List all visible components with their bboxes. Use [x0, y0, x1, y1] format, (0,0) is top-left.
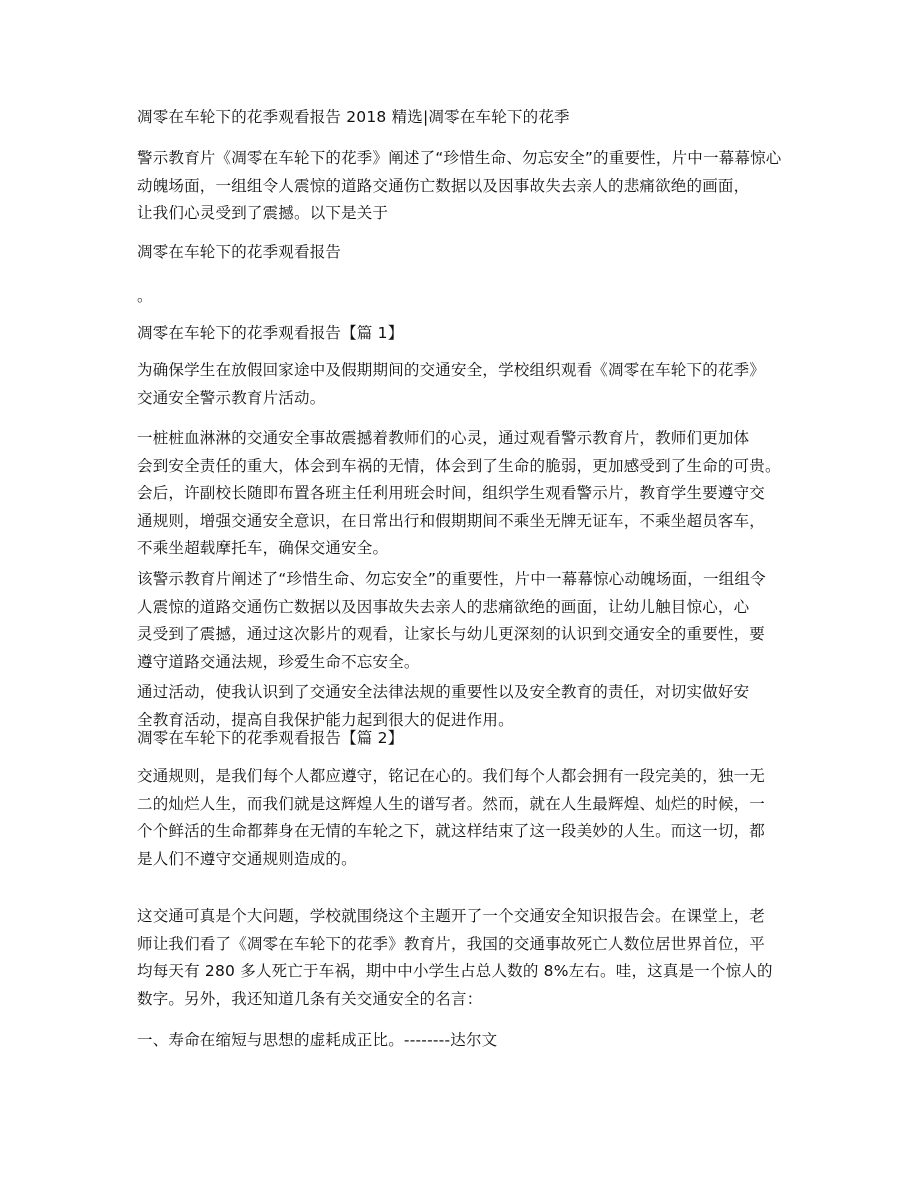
line: 动魄场面，一组组令人震惊的道路交通伤亡数据以及因事故失去亲人的悲痛欲绝的画面，	[137, 176, 750, 195]
line: 这交通可真是个大问题，学校就围绕这个主题开了一个交通安全知识报告会。在课堂上，老	[137, 907, 766, 925]
line: 一、寿命在缩短与思想的虚耗成正比。--------达尔文	[137, 1031, 498, 1049]
line: 不乘坐超载摩托车，确保交通安全。	[137, 539, 389, 557]
line: 二的灿烂人生，而我们就是这辉煌人生的谱写者。然而，就在人生最辉煌、灿烂的时候，一	[137, 794, 766, 813]
line: 师让我们看了《凋零在车轮下的花季》教育片，我国的交通事故死亡人数位居世界首位，平	[137, 934, 766, 953]
section-1-heading	[137, 320, 403, 348]
intro-heading	[137, 239, 341, 267]
line: 一桩桩血淋淋的交通安全事故震撼着教师们的心灵，通过观看警示教育片，教师们更加体	[137, 429, 750, 447]
document-title	[137, 104, 570, 132]
line: 凋零在车轮下的花季观看报告	[137, 243, 342, 261]
line: 人震惊的道路交通伤亡数据以及因事故失去亲人的悲痛欲绝的画面，让幼儿触目惊心，心	[137, 597, 750, 616]
intro-end	[137, 283, 153, 311]
line: 该警示教育片阐述了“珍惜生命、勿忘安全”的重要性，片中一幕幕惊心动魄场面，一组组令	[137, 570, 766, 588]
section-1-paragraph-1	[137, 357, 765, 412]
line: 均每天有 280 多人死亡于车祸，期中中小学生占总人数的 8%左右。哇，这真是一个惊人的	[137, 962, 773, 980]
line: 交通安全警示教育片活动。	[137, 388, 326, 407]
line: 全教育活动，提高自我保护能力起到很大的促进作用。	[137, 710, 514, 729]
title-text: 凋零在车轮下的花季观看报告 2018 精选|凋零在车轮下的花季	[137, 108, 570, 126]
line: 交通规则，是我们每个人都应遵守，铭记在心的。我们每个人都会拥有一段完美的，独一无	[137, 767, 766, 785]
line: 灵受到了震撼，通过这次影片的观看，让家长与幼儿更深刻的认识到交通安全的重要性，要	[137, 625, 766, 643]
line: 数字。另外，我还知道几条有关交通安全的名言：	[137, 989, 483, 1008]
intro-paragraph	[137, 145, 781, 228]
section-2-heading	[137, 725, 403, 753]
line: 凋零在车轮下的花季观看报告【篇 2】	[137, 729, 404, 747]
section-1-paragraph-2	[137, 425, 781, 563]
line: 通过活动，使我认识到了交通安全法律法规的重要性以及安全教育的责任，对切实做好安	[137, 683, 750, 701]
line: 。	[137, 287, 153, 305]
line: 个个鲜活的生命都葬身在无情的车轮之下，就这样结束了这一段美妙的人生。而这一切，都	[137, 822, 766, 840]
line: 让我们心灵受到了震撼。以下是关于	[137, 204, 389, 222]
line: 是人们不遵守交通规则造成的。	[137, 849, 357, 868]
line: 为确保学生在放假回家途中及假期期间的交通安全，学校组织观看《凋零在车轮下的花季》	[137, 361, 766, 379]
section-2-paragraph-1	[137, 763, 765, 873]
line: 遵守道路交通法规，珍爱生命不忘安全。	[137, 652, 420, 671]
line: 会到安全责任的重大，体会到车祸的无情，体会到了生命的脆弱，更加感受到了生命的可贵。	[137, 456, 781, 475]
line: 凋零在车轮下的花季观看报告【篇 1】	[137, 324, 404, 342]
section-1-paragraph-3	[137, 566, 766, 676]
line: 会后，许副校长随即布置各班主任利用班会时间，组织学生观看警示片，教育学生要遵守交	[137, 484, 766, 502]
line: 通规则，增强交通安全意识，在日常出行和假期期间不乘坐无牌无证车，不乘坐超员客车，	[137, 511, 766, 530]
line: 警示教育片《凋零在车轮下的花季》阐述了“珍惜生命、勿忘安全”的重要性，片中一幕幕惊心	[137, 149, 782, 167]
section-2-paragraph-2	[137, 903, 773, 1013]
section-2-quote	[137, 1027, 497, 1055]
